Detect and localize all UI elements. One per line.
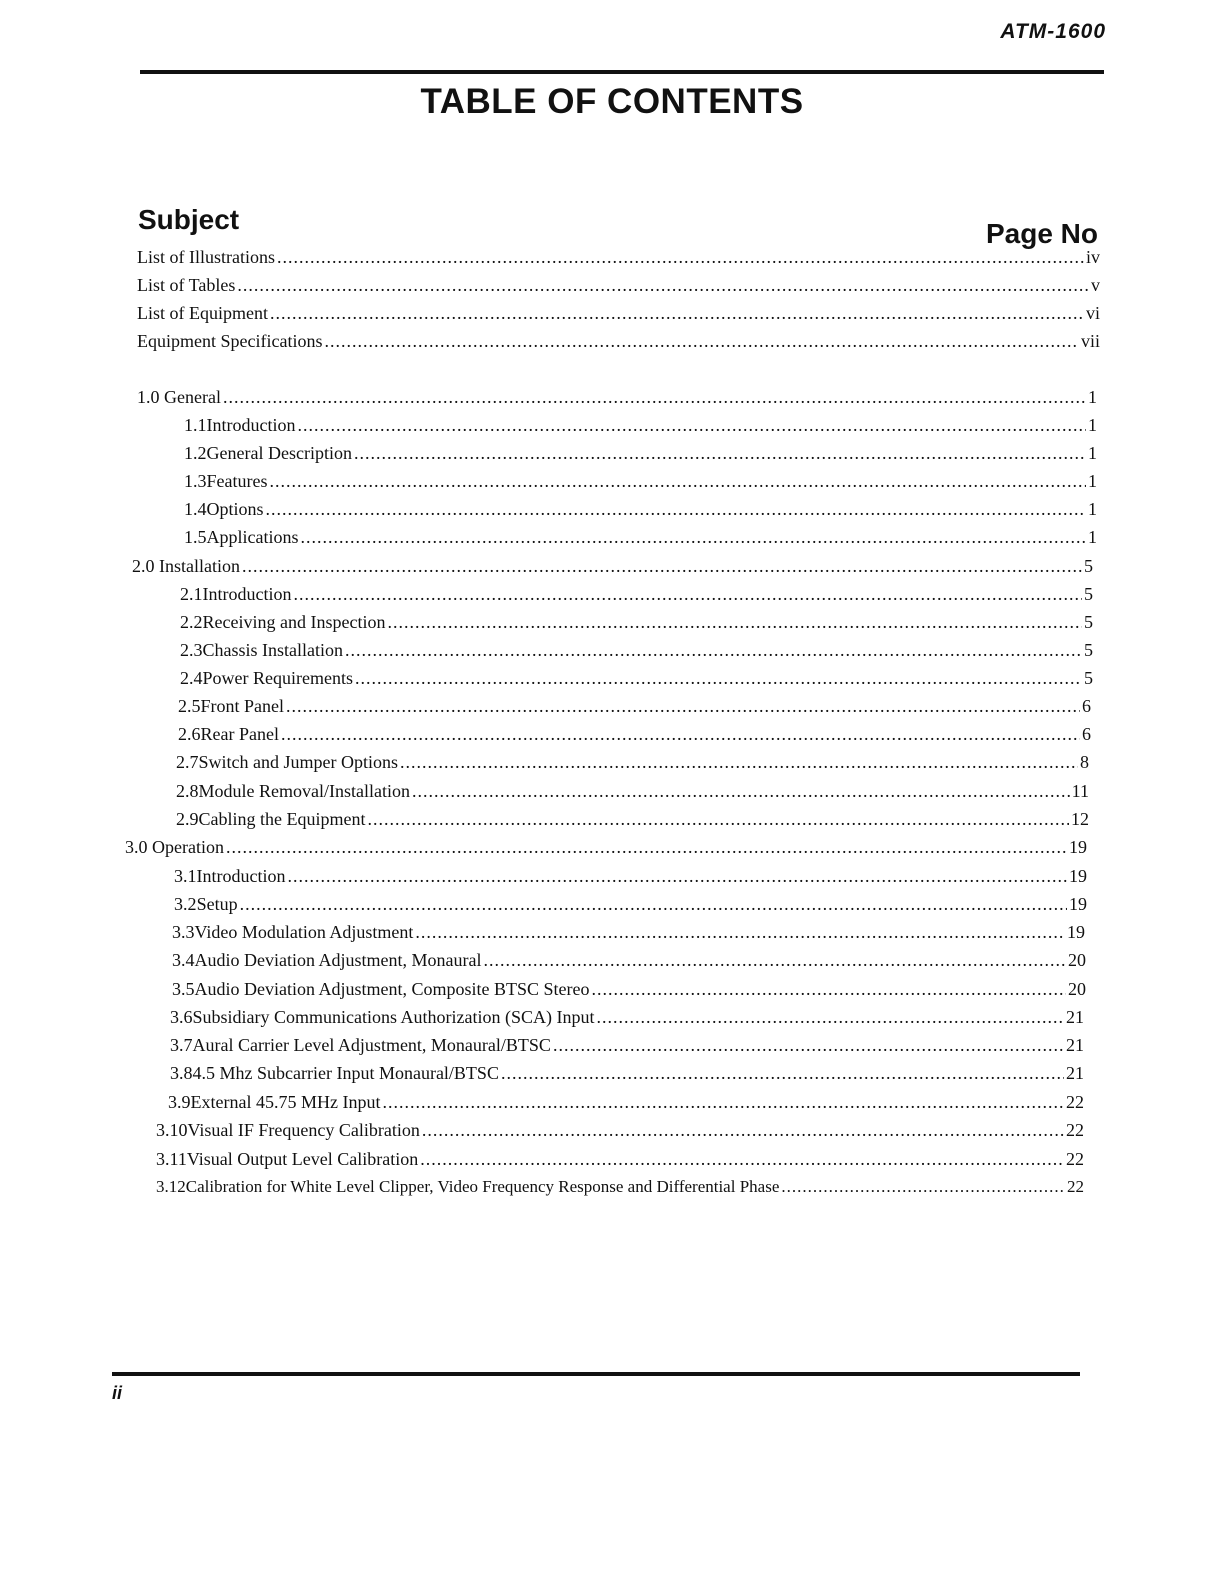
leader-dots bbox=[286, 695, 1080, 717]
toc-entry-number: 3.10 bbox=[156, 1120, 188, 1140]
toc-entry-page: 5 bbox=[1084, 584, 1093, 604]
toc-entry-label: Visual IF Frequency Calibration bbox=[187, 1120, 420, 1140]
toc-entry-page: 5 bbox=[1084, 612, 1093, 632]
leader-dots bbox=[596, 1006, 1064, 1028]
toc-entry-page: 5 bbox=[1084, 668, 1093, 688]
leader-dots bbox=[483, 949, 1066, 971]
leader-dots bbox=[242, 555, 1082, 577]
toc-entry-2-6[interactable] bbox=[178, 723, 1091, 745]
leader-dots bbox=[266, 498, 1086, 520]
toc-entry-number: 2.7 bbox=[176, 752, 199, 772]
toc-entry-page: 22 bbox=[1067, 1177, 1084, 1196]
toc-section-1-0[interactable] bbox=[137, 386, 1097, 408]
toc-entry-number: 3.12 bbox=[156, 1177, 186, 1196]
toc-entry-label: List of Tables bbox=[137, 275, 236, 295]
toc-entry-number: 1.3 bbox=[184, 471, 207, 491]
bottom-rule bbox=[112, 1372, 1080, 1376]
toc-entry-number: 2.5 bbox=[178, 696, 201, 716]
toc-entry-page: 22 bbox=[1066, 1149, 1084, 1169]
toc-entry-label: Receiving and Inspection bbox=[202, 612, 386, 632]
toc-entry-label: Applications bbox=[206, 527, 299, 547]
page-number: ii bbox=[112, 1383, 123, 1403]
toc-entry-label: Introduction bbox=[206, 415, 296, 435]
toc-entry-page: 1 bbox=[1088, 443, 1097, 463]
toc-entry-label: Visual Output Level Calibration bbox=[186, 1149, 419, 1169]
toc-entry-page: vi bbox=[1085, 303, 1100, 323]
page-title: TABLE OF CONTENTS bbox=[420, 82, 804, 121]
toc-entry-page: 1 bbox=[1088, 527, 1097, 547]
leader-dots bbox=[270, 302, 1084, 324]
toc-entry-page: 5 bbox=[1084, 556, 1093, 576]
leader-dots bbox=[501, 1062, 1064, 1084]
leader-dots bbox=[293, 583, 1082, 605]
leader-dots bbox=[781, 1176, 1065, 1198]
toc-entry-1-5[interactable] bbox=[184, 526, 1097, 548]
toc-entry-label: Chassis Installation bbox=[202, 640, 343, 660]
toc-entry-3-8[interactable] bbox=[170, 1062, 1084, 1084]
leader-dots bbox=[287, 865, 1067, 887]
toc-entry-label: Front Panel bbox=[200, 696, 284, 716]
toc-entry-page: 21 bbox=[1066, 1063, 1084, 1083]
toc-entry-page: 1 bbox=[1088, 387, 1097, 407]
toc-entry-2-4[interactable] bbox=[180, 667, 1093, 689]
leader-dots bbox=[237, 274, 1089, 296]
leader-dots bbox=[324, 330, 1079, 352]
toc-entry-label: External 45.75 MHz Input bbox=[190, 1092, 381, 1112]
toc-entry-label: Subsidiary Communications Authorization (SCA) Input bbox=[192, 1007, 595, 1027]
toc-entry-3-7[interactable] bbox=[170, 1034, 1084, 1056]
toc-entry-page: 21 bbox=[1066, 1035, 1084, 1055]
toc-entry-1-1[interactable] bbox=[184, 414, 1097, 436]
toc-entry-label: Equipment Specifications bbox=[137, 331, 323, 351]
toc-entry-label: Options bbox=[206, 499, 264, 519]
leader-dots bbox=[269, 470, 1086, 492]
toc-entry-page: 19 bbox=[1067, 922, 1085, 942]
toc-entry-label: 2.0 Installation bbox=[132, 556, 240, 576]
toc-entry-number: 1.4 bbox=[184, 499, 207, 519]
toc-entry-page: 21 bbox=[1066, 1007, 1084, 1027]
leader-dots bbox=[281, 723, 1080, 745]
toc-entry-page: 1 bbox=[1088, 471, 1097, 491]
toc-entry-number: 3.5 bbox=[172, 979, 195, 999]
toc-entry-page: 1 bbox=[1088, 499, 1097, 519]
toc-entry-2-3[interactable] bbox=[180, 639, 1093, 661]
toc-entry-label: List of Illustrations bbox=[137, 247, 275, 267]
toc-entry-list-of-equipment[interactable] bbox=[137, 302, 1100, 324]
toc-entry-label: 1.0 General bbox=[137, 387, 221, 407]
toc-entry-page: 20 bbox=[1068, 950, 1086, 970]
toc-entry-equipment-specifications[interactable] bbox=[137, 330, 1100, 352]
toc-entry-page: v bbox=[1091, 275, 1100, 295]
toc-entry-number: 1.5 bbox=[184, 527, 207, 547]
toc-entry-list-of-tables[interactable] bbox=[137, 274, 1100, 296]
leader-dots bbox=[301, 526, 1087, 548]
leader-dots bbox=[240, 893, 1067, 915]
toc-entry-2-2[interactable] bbox=[180, 611, 1093, 633]
toc-entry-number: 3.2 bbox=[174, 894, 197, 914]
leader-dots bbox=[420, 1148, 1064, 1170]
toc-entry-number: 3.8 bbox=[170, 1063, 193, 1083]
toc-entry-number: 2.6 bbox=[178, 724, 201, 744]
toc-entry-page: vii bbox=[1080, 331, 1100, 351]
toc-entry-number: 2.8 bbox=[176, 781, 199, 801]
toc-entry-2-7[interactable] bbox=[176, 751, 1089, 773]
toc-entry-label: Introduction bbox=[202, 584, 292, 604]
toc-entry-label: Calibration for White Level Clipper, Video Frequency Response and Differential Phase bbox=[185, 1177, 780, 1196]
toc-entry-3-10[interactable] bbox=[156, 1119, 1084, 1141]
toc-entry-3-2[interactable] bbox=[174, 893, 1087, 915]
toc-entry-label: 4.5 Mhz Subcarrier Input Monaural/BTSC bbox=[192, 1063, 499, 1083]
toc-entry-number: 1.2 bbox=[184, 443, 207, 463]
toc-entry-number: 3.1 bbox=[174, 866, 197, 886]
toc-entry-2-9[interactable] bbox=[176, 808, 1089, 830]
leader-dots bbox=[387, 611, 1082, 633]
toc-entry-label: General Description bbox=[206, 443, 352, 463]
leader-dots bbox=[422, 1119, 1064, 1141]
toc-entry-label: Rear Panel bbox=[200, 724, 279, 744]
toc-entry-number: 3.6 bbox=[170, 1007, 193, 1027]
toc-entry-page: 8 bbox=[1080, 752, 1089, 772]
toc-entry-3-5[interactable] bbox=[172, 978, 1086, 1000]
toc-entry-number: 3.4 bbox=[172, 950, 195, 970]
toc-entry-number: 3.3 bbox=[172, 922, 195, 942]
leader-dots bbox=[415, 921, 1065, 943]
toc-entry-3-4[interactable] bbox=[172, 949, 1086, 971]
toc-entry-number: 3.11 bbox=[156, 1149, 187, 1169]
leader-dots bbox=[553, 1034, 1064, 1056]
leader-dots bbox=[223, 386, 1086, 408]
toc-entry-1-3[interactable] bbox=[184, 470, 1097, 492]
toc-entry-label: Audio Deviation Adjustment, Composite BTSC Stereo bbox=[194, 979, 590, 999]
toc-entry-label: Features bbox=[206, 471, 268, 491]
leader-dots bbox=[345, 639, 1082, 661]
toc-entry-number: 2.1 bbox=[180, 584, 203, 604]
toc-entry-number: 2.9 bbox=[176, 809, 199, 829]
page-number-column-heading: Page No bbox=[985, 218, 1098, 249]
toc-entry-1-2[interactable] bbox=[184, 442, 1097, 464]
leader-dots bbox=[367, 808, 1069, 830]
leader-dots bbox=[400, 751, 1078, 773]
toc-entry-2-5[interactable] bbox=[178, 695, 1091, 717]
toc-entry-page: 5 bbox=[1084, 640, 1093, 660]
toc-section-2-0[interactable] bbox=[132, 555, 1093, 577]
toc-entry-number: 2.4 bbox=[180, 668, 203, 688]
toc-entry-label: Cabling the Equipment bbox=[198, 809, 366, 829]
toc-entry-label: 3.0 Operation bbox=[125, 837, 224, 857]
toc-entry-3-11[interactable] bbox=[156, 1148, 1084, 1170]
toc-entry-label: Power Requirements bbox=[202, 668, 353, 688]
toc-entry-label: List of Equipment bbox=[137, 303, 268, 323]
toc-entry-label: Module Removal/Installation bbox=[198, 781, 410, 801]
toc-entry-page: 12 bbox=[1071, 809, 1089, 829]
toc-entry-label: Switch and Jumper Options bbox=[198, 752, 398, 772]
leader-dots bbox=[592, 978, 1067, 1000]
toc-entry-page: 19 bbox=[1069, 894, 1087, 914]
leader-dots bbox=[355, 667, 1082, 689]
leader-dots bbox=[277, 246, 1084, 268]
toc-entry-3-12[interactable] bbox=[156, 1176, 1084, 1198]
toc-entry-label: Introduction bbox=[196, 866, 286, 886]
toc-entry-3-1[interactable] bbox=[174, 865, 1087, 887]
toc-entry-label: Audio Deviation Adjustment, Monaural bbox=[194, 950, 482, 970]
leader-dots bbox=[412, 780, 1070, 802]
leader-dots bbox=[354, 442, 1086, 464]
subject-column-heading: Subject bbox=[138, 204, 240, 235]
toc-entry-page: 22 bbox=[1066, 1092, 1084, 1112]
toc-entry-1-4[interactable] bbox=[184, 498, 1097, 520]
toc-entry-page: 11 bbox=[1071, 781, 1089, 801]
toc-entry-3-6[interactable] bbox=[170, 1006, 1084, 1028]
toc-entry-page: 19 bbox=[1069, 866, 1087, 886]
toc-entry-3-9[interactable] bbox=[168, 1091, 1084, 1113]
toc-entry-page: 19 bbox=[1069, 837, 1087, 857]
toc-entry-page: 22 bbox=[1066, 1120, 1084, 1140]
top-rule bbox=[140, 70, 1104, 74]
toc-entry-number: 1.1 bbox=[184, 415, 207, 435]
toc-entry-page: 6 bbox=[1082, 724, 1091, 744]
toc-entry-label: Setup bbox=[196, 894, 238, 914]
toc-entry-label: Video Modulation Adjustment bbox=[194, 922, 414, 942]
toc-entry-number: 2.2 bbox=[180, 612, 203, 632]
toc-entry-label: Aural Carrier Level Adjustment, Monaural/BTSC bbox=[192, 1035, 551, 1055]
toc-section-3-0[interactable] bbox=[125, 836, 1087, 858]
toc-entry-2-8[interactable] bbox=[176, 780, 1089, 802]
leader-dots bbox=[226, 836, 1067, 858]
toc-entry-page: 20 bbox=[1068, 979, 1086, 999]
toc-entry-page: 1 bbox=[1088, 415, 1097, 435]
toc-entry-number: 3.7 bbox=[170, 1035, 193, 1055]
toc-entry-3-3[interactable] bbox=[172, 921, 1085, 943]
toc-entry-list-of-illustrations[interactable] bbox=[137, 246, 1100, 268]
leader-dots bbox=[382, 1091, 1064, 1113]
document-id: ATM-1600 bbox=[1000, 20, 1106, 43]
toc-entry-number: 2.3 bbox=[180, 640, 203, 660]
toc-entry-number: 3.9 bbox=[168, 1092, 191, 1112]
toc-entry-page: iv bbox=[1085, 247, 1100, 267]
toc-entry-2-1[interactable] bbox=[180, 583, 1093, 605]
leader-dots bbox=[297, 414, 1086, 436]
toc-entry-page: 6 bbox=[1082, 696, 1091, 716]
